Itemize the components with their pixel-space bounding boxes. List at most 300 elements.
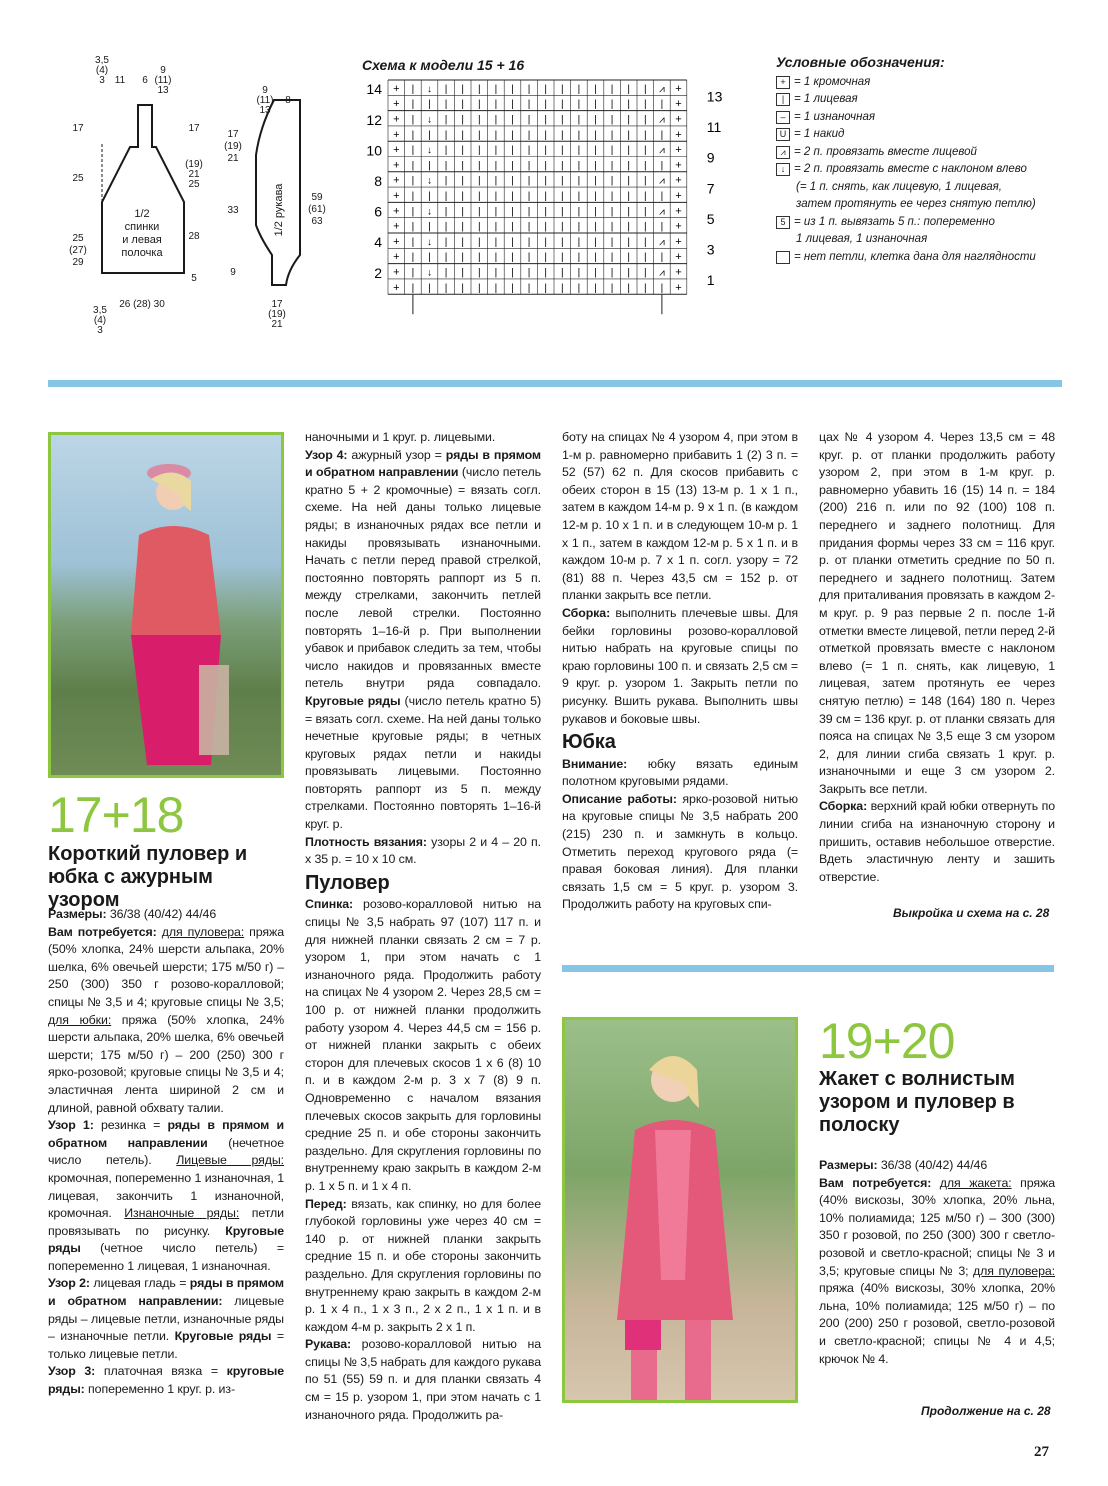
measure: 6: [142, 75, 148, 86]
stitch-icon: |: [544, 191, 548, 203]
stitch-icon: |: [494, 282, 498, 294]
stitch-icon: |: [560, 175, 564, 187]
measure: (61): [308, 204, 326, 215]
measure: 5: [191, 273, 197, 284]
stitch-icon: |: [461, 99, 465, 111]
row-number-left: 10: [366, 142, 382, 159]
legend-text: = 1 лицевая: [794, 93, 858, 105]
stitch-icon: |: [511, 175, 514, 187]
stitch-icon: |: [544, 221, 548, 233]
row-number-right: 7: [706, 180, 715, 197]
stitch-icon: |: [444, 145, 448, 157]
stitch-icon: |: [461, 175, 465, 187]
model-title-17-18: Короткий пуловер и юбка с ажурным узором: [48, 843, 248, 911]
stitch-icon: |: [428, 282, 431, 294]
legend-item: [776, 144, 1036, 162]
stitch-icon: |: [544, 206, 548, 218]
stitch-icon: |: [444, 206, 448, 218]
stitch-icon: |: [594, 175, 597, 187]
stitch-icon: |: [494, 267, 498, 279]
measure: 3,5: [93, 305, 107, 316]
edge-stitch-icon: +: [675, 251, 682, 264]
stitch-icon: |: [511, 206, 514, 218]
stitch-icon: |: [660, 99, 664, 111]
stitch-icon: |: [577, 145, 581, 157]
stitch-icon: |: [627, 160, 631, 172]
stitch-icon: |: [544, 160, 548, 172]
stitch-icon: |: [411, 252, 415, 264]
edge-stitch-icon: +: [675, 82, 682, 95]
stitch-icon: |: [643, 252, 647, 264]
stitch-icon: |: [643, 191, 647, 203]
stitch-icon: |: [610, 252, 614, 264]
stitch-icon: ⩘: [659, 267, 665, 279]
measure: 25: [72, 233, 84, 244]
stitch-icon: |: [627, 175, 631, 187]
stitch-icon: |: [627, 252, 631, 264]
stitch-icon: |: [610, 282, 614, 294]
stitch-icon: |: [643, 221, 647, 233]
measure: 17: [72, 123, 84, 134]
edge-stitch-icon: +: [393, 266, 400, 279]
stitch-icon: |: [461, 282, 465, 294]
stitch-icon: |: [527, 83, 531, 95]
stitch-icon: |: [660, 191, 664, 203]
stitch-icon: |: [527, 160, 531, 172]
measure: (4): [93, 315, 107, 326]
stitch-icon: |: [643, 83, 647, 95]
stitch-icon: |: [627, 114, 631, 126]
stitch-icon: |: [527, 252, 531, 264]
measure: 17: [271, 299, 283, 310]
stitch-icon: |: [411, 175, 415, 187]
stitch-icon: |: [643, 145, 647, 157]
stitch-icon: |: [527, 99, 531, 111]
stitch-icon: ↓: [427, 267, 432, 279]
stitch-icon: |: [577, 221, 581, 233]
stitch-icon: |: [660, 160, 664, 172]
legend-item: [776, 126, 1036, 144]
stitch-icon: ↓: [427, 145, 432, 157]
text-column-4: цах № 4 узором 4. Через 13,5 см = 48 круг. р. от планки продолжить работу узором 2, при этом в 1-м круг. р. равномерно убавить 16 (15) 14 п. = 184 (200) 216 п. или по 92 (100) 108 п. переднего и заднего полотнищ. Для придания формы через 33 см = 116 круг. р. от планки отметить средние по 50 п. переднего и заднего полотнищ. Затем для приталивания провязать в каждом 2-м круг. р. 9 раз первые 2 п. после 1-й отметки вместе лицевой, петли перед 2-й отметкой провязать вместе с наклоном влево (= 1 п. снять, как лицевую, 1 лицевая, затем протянуть ее через снятую петлю) = 148 (164) 180 п. Через 39 см = 136 круг. р. от планки связать для пояса на спицах № 3,5 еще 3 см узором 2, для линии сгиба связать 1 круг. р. изнаночными и еще 3 см узором 2. Закрыть все петли. Сборка: верхний край юбки отвернуть по линии сгиба на изнаночную сторону и пришить, оставив небольшое отверстие. Вдеть эластичную ленту и зашить отверстие.: [819, 430, 1055, 884]
measure: 3: [99, 75, 105, 86]
stitch-icon: |: [643, 282, 647, 294]
edge-stitch-icon: +: [393, 220, 400, 233]
stitch-icon: |: [560, 221, 564, 233]
measure: (11): [154, 75, 172, 86]
stitch-icon: |: [544, 129, 548, 141]
measure: 25: [188, 179, 200, 190]
stitch-icon: |: [511, 282, 514, 294]
row-number-left: 2: [374, 264, 382, 281]
measure: 29: [72, 257, 84, 268]
stitch-icon: |: [428, 252, 431, 264]
stitch-icon: |: [544, 99, 548, 111]
stitch-icon: |: [477, 236, 481, 248]
text-column-1: Размеры: 36/38 (40/42) 44/46 Вам потребуется: для пуловера: пряжа (50% хлопка, 24% шерсти альпака, 20% шелка, 6% овечьей шерсти; 175 м/50 г) – 250 (300) 350 г розово-коралловой; спицы № 3,5 и 4; круговые спицы № 3,5; для юбки: пряжа (50% хлопка, 24% шерсти альпака, 20% шелка, 6% овечьей шерсти; 175 м/50 г) – 200 (250) 300 г ярко-розовой; круговые спицы № 3,5 и 4; эластичная лента шириной 2 см и длиной, равной обхвату талии. Узор 1: резинка = ряды в прямом и обратном направлении (нечетное число петель). Лицевые ряды: кромочная, попеременно 1 изнаночная, 1 лицевая, закончить 1 изнаночной, кромочная. Изнаночные ряды: петли провязывать по рисунку. Круговые ряды (четное число петель) = попеременно 1 лицевая, 1 изнаночная. Узор 2: лицевая гладь = ряды в прямом и обратном направлении: лицевые ряды – лицевые петли, изнаночные ряды – изнаночные петли. Круговые ряды = только лицевые петли. Узор 3: платочная вязка = круговые ряды: попеременно 1 круг. р. из-: [48, 907, 284, 1397]
section-divider: [562, 965, 1054, 972]
stitch-icon: |: [527, 282, 531, 294]
row-number-right: 13: [706, 88, 723, 105]
measure: 28: [188, 231, 200, 242]
stitch-icon: |: [594, 282, 597, 294]
legend-item: [776, 179, 1036, 197]
stitch-icon: |: [594, 206, 597, 218]
stitch-icon: |: [461, 236, 465, 248]
stitch-icon: |: [444, 282, 448, 294]
stitch-icon: |: [527, 191, 531, 203]
stitch-icon: |: [560, 114, 564, 126]
stitch-icon: |: [627, 221, 631, 233]
legend-item: [776, 196, 1036, 214]
stitch-icon: |: [643, 206, 647, 218]
stitch-icon: |: [577, 129, 581, 141]
measure: 3,5: [95, 55, 109, 66]
stitch-icon: |: [494, 129, 498, 141]
stitch-icon: |: [461, 114, 465, 126]
legend-text: = 1 накид: [794, 128, 845, 140]
pattern-label: 1/2 рукава: [273, 183, 285, 237]
stitch-icon: |: [560, 99, 564, 111]
legend-symbol-icon: ↓: [776, 163, 790, 176]
measure: 8: [285, 95, 291, 106]
stitch-icon: |: [527, 145, 531, 157]
stitch-icon: |: [477, 267, 481, 279]
stitch-icon: ↓: [427, 83, 432, 95]
stitch-icon: |: [544, 145, 548, 157]
stitch-icon: |: [627, 267, 631, 279]
stitch-icon: |: [627, 206, 631, 218]
pattern-label: полочка: [121, 247, 163, 259]
edge-stitch-icon: +: [675, 235, 682, 248]
stitch-icon: |: [577, 160, 581, 172]
stitch-icon: |: [444, 221, 448, 233]
stitch-icon: |: [594, 129, 597, 141]
stitch-icon: |: [660, 282, 664, 294]
pattern-label: и левая: [122, 234, 162, 246]
stitch-icon: |: [577, 282, 581, 294]
stitch-icon: |: [560, 252, 564, 264]
stitch-icon: |: [594, 83, 597, 95]
row-number-right: 5: [706, 210, 715, 227]
edge-stitch-icon: +: [675, 266, 682, 279]
stitch-icon: |: [494, 175, 498, 187]
stitch-icon: |: [461, 252, 465, 264]
edge-stitch-icon: +: [393, 144, 400, 157]
measure: (4): [95, 65, 109, 76]
stitch-icon: |: [511, 99, 514, 111]
stitch-icon: ↓: [427, 114, 432, 126]
legend-title: Условные обозначения:: [776, 54, 945, 70]
stitch-icon: |: [610, 99, 614, 111]
row-number-left: 12: [366, 111, 382, 128]
stitch-icon: |: [544, 282, 548, 294]
stitch-icon: |: [444, 236, 448, 248]
edge-stitch-icon: +: [675, 174, 682, 187]
stitch-icon: ⩘: [659, 236, 665, 248]
stitch-icon: |: [428, 129, 431, 141]
stitch-icon: |: [477, 252, 481, 264]
stitch-icon: |: [610, 160, 614, 172]
stitch-icon: |: [477, 191, 481, 203]
stitch-icon: |: [527, 129, 531, 141]
stitch-icon: |: [477, 99, 481, 111]
page-number: 27: [1034, 1444, 1049, 1460]
edge-stitch-icon: +: [393, 113, 400, 126]
legend-text: = нет петли, клетка дана для наглядности: [794, 250, 1036, 263]
stitch-icon: |: [411, 221, 415, 233]
legend-symbol-icon: ⩘: [776, 146, 790, 159]
stitch-icon: ⩘: [659, 206, 665, 218]
legend-item: [776, 214, 1036, 232]
legend-text: 1 лицевая, 1 изнаночная: [796, 233, 928, 245]
stitch-icon: |: [511, 114, 514, 126]
stitch-icon: |: [477, 282, 481, 294]
stitch-icon: |: [511, 160, 514, 172]
stitch-icon: |: [544, 175, 548, 187]
stitch-icon: |: [544, 83, 548, 95]
stitch-icon: |: [494, 206, 498, 218]
stitch-icon: |: [477, 160, 481, 172]
stitch-icon: ⩘: [659, 83, 665, 95]
measure: 9: [230, 267, 236, 278]
measure: 21: [188, 169, 200, 180]
model-title-19-20: Жакет с волнистым узором и пуловер в полоску: [819, 1068, 1015, 1136]
stitch-icon: |: [461, 191, 465, 203]
measure: 21: [227, 153, 239, 164]
legend-text: затем протянуть ее через снятую петлю): [796, 198, 1036, 210]
stitch-icon: |: [594, 145, 597, 157]
stitch-icon: |: [560, 236, 564, 248]
measure: 25: [72, 173, 84, 184]
edge-stitch-icon: +: [393, 251, 400, 264]
edge-stitch-icon: +: [393, 159, 400, 172]
stitch-icon: |: [627, 99, 631, 111]
stitch-icon: |: [477, 129, 481, 141]
stitch-icon: |: [577, 236, 581, 248]
row-number-left: 4: [374, 234, 382, 251]
edge-stitch-icon: +: [393, 281, 400, 294]
stitch-icon: |: [461, 145, 465, 157]
stitch-icon: |: [494, 145, 498, 157]
edge-stitch-icon: +: [393, 190, 400, 203]
stitch-icon: |: [477, 221, 481, 233]
stitch-icon: |: [511, 129, 514, 141]
legend-item: [776, 74, 1036, 92]
stitch-icon: |: [428, 221, 431, 233]
stitch-icon: |: [560, 191, 564, 203]
stitch-icon: |: [444, 160, 448, 172]
stitch-icon: |: [544, 236, 548, 248]
stitch-icon: |: [477, 206, 481, 218]
row-number-right: 1: [706, 272, 715, 289]
stitch-icon: |: [411, 160, 415, 172]
stitch-icon: |: [527, 114, 531, 126]
stitch-icon: |: [660, 221, 664, 233]
stitch-icon: |: [594, 99, 597, 111]
stitch-icon: |: [461, 83, 465, 95]
stitch-icon: |: [411, 236, 415, 248]
model-number-19-20: 19+20: [819, 1013, 955, 1069]
stitch-icon: |: [610, 267, 614, 279]
edge-stitch-icon: +: [675, 113, 682, 126]
stitch-icon: |: [610, 236, 614, 248]
stitch-icon: |: [461, 206, 465, 218]
section-divider: [48, 380, 1062, 387]
stitch-icon: |: [428, 160, 431, 172]
legend-symbol-icon: 5: [776, 216, 790, 229]
stitch-icon: |: [594, 236, 597, 248]
stitch-icon: |: [560, 206, 564, 218]
stitch-icon: |: [428, 191, 431, 203]
legend-text: = 1 изнаночная: [794, 110, 875, 123]
stitch-icon: |: [477, 175, 481, 187]
measure: (27): [69, 245, 87, 256]
stitch-icon: |: [560, 282, 564, 294]
stitch-icon: |: [527, 236, 531, 248]
legend-item: [776, 91, 1036, 109]
stitch-icon: |: [577, 267, 581, 279]
measure: 33: [227, 205, 239, 216]
pattern-reference: Выкройка и схема на с. 28: [893, 906, 1050, 920]
stitch-icon: |: [610, 83, 614, 95]
row-number-left: 6: [374, 203, 382, 220]
stitch-icon: |: [627, 145, 631, 157]
stitch-icon: |: [494, 191, 498, 203]
pattern-label: 1/2: [134, 208, 150, 220]
measure: (19): [224, 141, 242, 152]
stitch-icon: |: [511, 236, 514, 248]
stitch-icon: |: [444, 129, 448, 141]
stitch-icon: |: [477, 114, 481, 126]
stitch-icon: ⩘: [659, 145, 665, 157]
pattern-label: спинки: [124, 221, 160, 233]
stitch-icon: ↓: [427, 175, 432, 187]
stitch-icon: ⩘: [659, 175, 665, 187]
stitch-icon: |: [461, 267, 465, 279]
stitch-icon: |: [444, 99, 448, 111]
model-photo-jacket: [562, 1017, 798, 1403]
stitch-icon: |: [610, 145, 614, 157]
stitch-icon: |: [411, 145, 415, 157]
edge-stitch-icon: +: [675, 220, 682, 233]
stitch-icon: |: [494, 221, 498, 233]
measure: 13: [259, 105, 271, 116]
edge-stitch-icon: +: [675, 159, 682, 172]
stitch-icon: |: [560, 145, 564, 157]
legend-item: [776, 109, 1036, 127]
legend-item: [776, 249, 1036, 267]
stitch-chart: [356, 76, 756, 331]
legend-symbol-icon: U: [776, 128, 790, 141]
stitch-icon: |: [411, 99, 415, 111]
stitch-icon: |: [560, 267, 564, 279]
edge-stitch-icon: +: [675, 128, 682, 141]
measure: (11): [256, 95, 274, 106]
edge-stitch-icon: +: [393, 174, 400, 187]
stitch-icon: |: [411, 206, 415, 218]
stitch-icon: |: [444, 267, 448, 279]
row-number-right: 3: [706, 241, 715, 258]
measure: 21: [271, 319, 283, 330]
stitch-icon: |: [544, 114, 548, 126]
measure: (19): [268, 309, 286, 320]
stitch-icon: |: [494, 83, 498, 95]
legend-item: [776, 161, 1036, 179]
stitch-icon: |: [494, 236, 498, 248]
stitch-icon: |: [643, 236, 647, 248]
stitch-icon: |: [560, 129, 564, 141]
stitch-icon: |: [643, 175, 647, 187]
stitch-icon: |: [577, 99, 581, 111]
legend-text: = 1 кромочная: [794, 75, 871, 88]
stitch-icon: |: [660, 129, 664, 141]
edge-stitch-icon: +: [393, 235, 400, 248]
model-number-17-18: 17+18: [48, 787, 184, 843]
legend-text: = 2 п. провязать вместе с наклоном влево: [794, 163, 1027, 175]
model-photo-pullover: [48, 432, 284, 778]
stitch-icon: |: [594, 267, 597, 279]
stitch-icon: |: [643, 114, 647, 126]
stitch-icon: |: [444, 191, 448, 203]
stitch-icon: |: [577, 252, 581, 264]
stitch-icon: |: [660, 252, 664, 264]
pattern-diagrams: [60, 55, 360, 340]
text-column-5: Размеры: 36/38 (40/42) 44/46 Вам потребуется: для жакета: пряжа (40% вискозы, 30% хлопка, 20% льна, 10% полиамида; 125 м/50 г) – 300 (300) 350 г розовой, по 250 (300) 300 г светло-розовой и светло-красной; спицы № 3 и 3,5; круговые спицы № 3; для пуловера: пряжа (40% вискозы, 30% хлопка, 20% льна, 10% полиамида; 125 м/50 г) – по 200 (200) 250 г розовой, светло-розовой и светло-красной; спицы № 4 и 4,5; крючок № 4.: [819, 1158, 1055, 1366]
legend-text: = из 1 п. вывязать 5 п.: попеременно: [794, 215, 995, 228]
stitch-icon: |: [511, 252, 514, 264]
stitch-icon: |: [594, 160, 597, 172]
edge-stitch-icon: +: [675, 190, 682, 203]
text-column-3: боту на спицах № 4 узором 4, при этом в 1-м р. равномерно прибавить 1 (2) 3 п. = 52 (57) 62 п. Для скосов прибавить с обеих сторон в 15 (13) 13-м р. 1 x 1 п., затем в каждом 14-м р. 9 x 1 п. (в каждом 12-м р. 10 x 1 п. и в следующем 10-м р. 1 x 1 п., затем в каждом 12-м р. 5 x 1 п. и в каждом 10-м р. 7 x 1 п. согл. узору = 72 (81) 88 п. Через 43,5 см = 152 р. от планки закрыть все петли. Сборка: выполнить плечевые швы. Для бейки горловины розово-коралловой нитью набрать на круговые спицы по краю горловины 100 п. и связать 2,5 см = 9 круг. р. узором 1. Закрыть петли по рисунку. Вшить рукава. Выполнить швы рукавов и боковые швы. Юбка Внимание: юбку вязать единым полотном круговыми рядами. Описание работы: ярко-розовой нитью на круговые спицы № 3,5 набрать 200 (215) 230 п. и замкнуть в кольцо. Отметить переход кругового ряда (= правая боковая линия). Для планки связать 1,5 см = 5 круг. р. узором 3. Продолжить работу на круговых спи-: [562, 430, 798, 912]
legend-text: (= 1 п. снять, как лицевую, 1 лицевая,: [796, 180, 1002, 193]
stitch-icon: |: [411, 282, 415, 294]
stitch-icon: |: [411, 191, 415, 203]
stitch-icon: |: [643, 99, 647, 111]
stitch-icon: |: [411, 267, 415, 279]
measure: 11: [114, 75, 126, 86]
stitch-icon: |: [428, 99, 431, 111]
stitch-icon: |: [643, 160, 647, 172]
stitch-icon: |: [627, 191, 631, 203]
measure: 59: [311, 192, 323, 203]
stitch-icon: |: [627, 129, 631, 141]
row-number-right: 11: [706, 119, 722, 136]
row-number-left: 14: [366, 81, 382, 98]
edge-stitch-icon: +: [393, 82, 400, 95]
continuation-reference: Продолжение на с. 28: [921, 1404, 1051, 1418]
stitch-icon: |: [544, 267, 548, 279]
stitch-icon: |: [444, 83, 448, 95]
stitch-icon: |: [594, 191, 597, 203]
measure: 17: [188, 123, 200, 134]
stitch-icon: |: [610, 221, 614, 233]
legend-symbol-icon: |: [776, 93, 790, 106]
legend-symbol-icon: +: [776, 76, 790, 89]
stitch-icon: |: [627, 236, 631, 248]
stitch-icon: |: [444, 175, 448, 187]
stitch-icon: |: [511, 267, 514, 279]
stitch-icon: |: [477, 145, 481, 157]
stitch-icon: |: [577, 206, 581, 218]
stitch-icon: |: [411, 114, 415, 126]
legend-symbol-icon: [776, 251, 790, 264]
stitch-icon: |: [610, 129, 614, 141]
stitch-icon: |: [643, 267, 647, 279]
measure: 17: [227, 129, 239, 140]
stitch-icon: |: [477, 83, 481, 95]
stitch-icon: |: [527, 267, 531, 279]
